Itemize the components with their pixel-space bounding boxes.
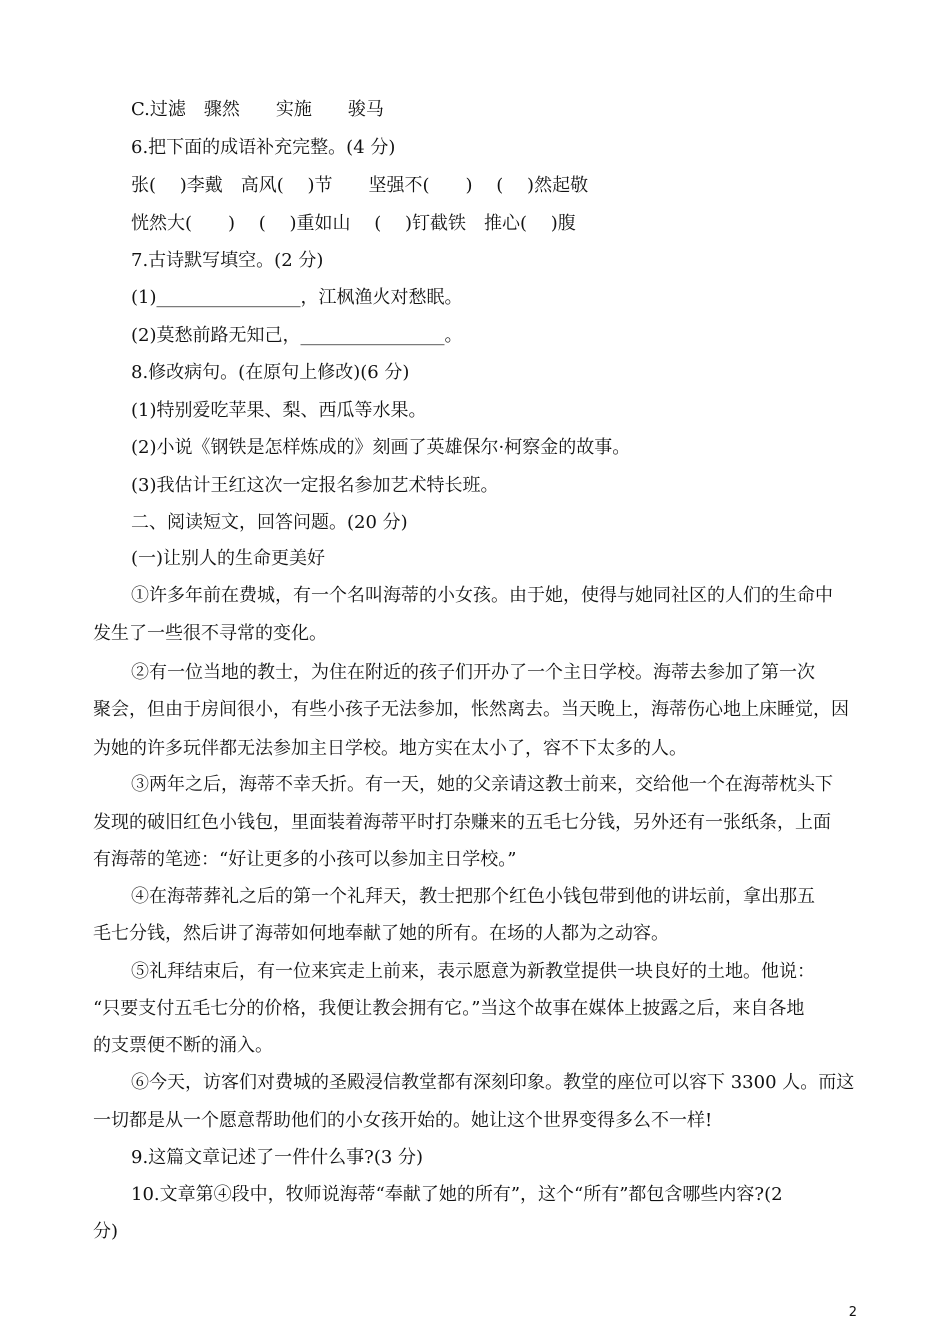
paragraph-6-line-1: ⑥今天，访客们对费城的圣殿浸信教堂都有深刻印象。教堂的座位可以容下 3300 人。而这: [131, 1072, 855, 1093]
paragraph-3-line-3: 有海蒂的笔迹：“好让更多的小孩可以参加主日学校。”: [93, 849, 517, 870]
paragraph-4-line-2: 毛七分钱，然后讲了海蒂如何地奉献了她的所有。在场的人都为之动容。: [93, 923, 669, 944]
section-2-heading: 二、阅读短文，回答问题。(20 分): [131, 512, 408, 533]
page-number: 2: [848, 1305, 857, 1320]
question-10-line-2: 分): [93, 1221, 119, 1242]
idiom-row-1: 张( )李戴 高风( )节 坚强不( ) ( )然起敬: [131, 175, 589, 196]
paragraph-3-line-2: 发现的破旧红色小钱包，里面装着海蒂平时打杂赚来的五毛七分钱，另外还有一张纸条，上面: [93, 812, 831, 833]
poem-blank-2: (2)莫愁前路无知己，________________。: [131, 325, 463, 346]
paragraph-5-line-3: 的支票便不断的涌入。: [93, 1035, 273, 1056]
paragraph-5-line-2: “只要支付五毛七分的价格，我便让教会拥有它。”当这个故事在媒体上披露之后，来自各地: [93, 998, 805, 1019]
passage-title: (一)让别人的生命更美好: [131, 548, 326, 569]
paragraph-1-line-1: ①许多年前在费城，有一个名叫海蒂的小女孩。由于她，使得与她同社区的人们的生命中: [131, 585, 833, 606]
sentence-2: (2)小说《钢铁是怎样炼成的》刻画了英雄保尔·柯察金的故事。: [131, 437, 631, 458]
poem-blank-1: (1)________________，江枫渔火对愁眠。: [131, 287, 463, 308]
paragraph-1-line-2: 发生了一些很不寻常的变化。: [93, 623, 327, 644]
option-c-line: C.过滤 骤然 实施 骏马: [131, 99, 384, 120]
question-8-heading: 8.修改病句。(在原句上修改)(6 分): [131, 362, 410, 383]
question-9: 9.这篇文章记述了一件什么事?(3 分): [131, 1147, 424, 1168]
paragraph-2-line-3: 为她的许多玩伴都无法参加主日学校。地方实在太小了，容不下太多的人。: [93, 738, 687, 759]
sentence-3: (3)我估计王红这次一定报名参加艺术特长班。: [131, 475, 499, 496]
paragraph-2-line-2: 聚会，但由于房间很小，有些小孩子无法参加，怅然离去。当天晚上，海蒂伤心地上床睡觉，因: [93, 699, 849, 720]
paragraph-4-line-1: ④在海蒂葬礼之后的第一个礼拜天，教士把那个红色小钱包带到他的讲坛前，拿出那五: [131, 886, 815, 907]
paragraph-5-line-1: ⑤礼拜结束后，有一位来宾走上前来，表示愿意为新教堂提供一块良好的土地。他说：: [131, 961, 815, 982]
sentence-1: (1)特别爱吃苹果、梨、西瓜等水果。: [131, 400, 427, 421]
idiom-row-2: 恍然大( ) ( )重如山 ( )钉截铁 推心( )腹: [131, 213, 576, 234]
paragraph-2-line-1: ②有一位当地的教士，为住在附近的孩子们开办了一个主日学校。海蒂去参加了第一次: [131, 662, 815, 683]
question-10-line-1: 10.文章第④段中，牧师说海蒂“奉献了她的所有”，这个“所有”都包含哪些内容?(2: [131, 1184, 783, 1205]
question-7-heading: 7.古诗默写填空。(2 分): [131, 250, 324, 271]
paragraph-3-line-1: ③两年之后，海蒂不幸夭折。有一天，她的父亲请这教士前来，交给他一个在海蒂枕头下: [131, 774, 833, 795]
question-6-heading: 6.把下面的成语补充完整。(4 分): [131, 137, 396, 158]
paragraph-6-line-2: 一切都是从一个愿意帮助他们的小女孩开始的。她让这个世界变得多么不一样!: [93, 1110, 713, 1131]
